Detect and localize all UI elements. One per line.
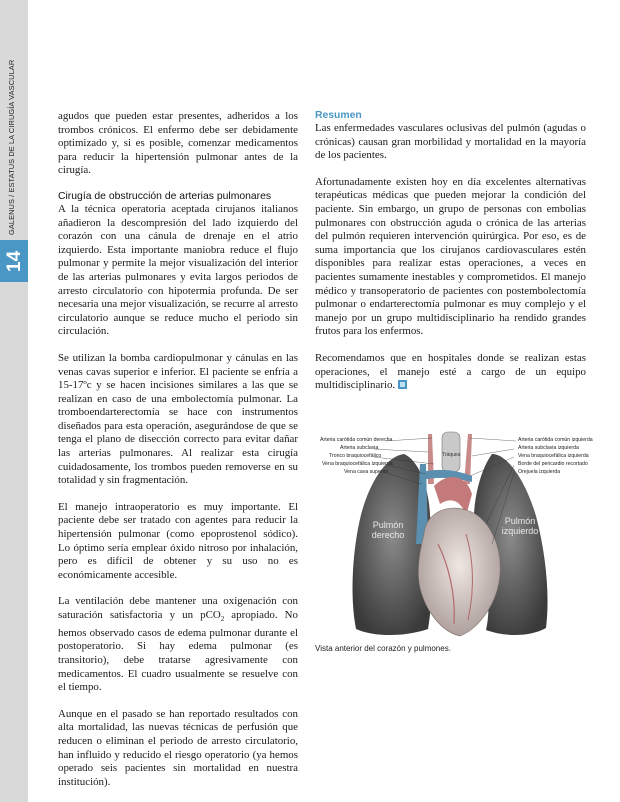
figure-label: Arteria carótida común izquierda <box>518 437 593 443</box>
paragraph-part: apropiado. No hemos observado casos de edema pulmonar durante el postoperatorio. Si hay edema pulmonar (es transitorio), debe tratarse agresivamente con medicamentos. El cuadro usualmente se resuelve con el tiempo. <box>58 609 298 694</box>
figure-label: Arteria subclavia izquierda <box>518 445 579 451</box>
paragraph: agudos que pueden estar presentes, adheridos a los trombos crónicos. El enfermo debe ser debidamente optimizado y, si es posible, comenzar medicamentos para reducir la hipertensión pulmonar antes de la cirugía. <box>58 110 298 177</box>
figure-label: Vena braquiocefálica izquierda <box>518 453 589 459</box>
paragraph-part: Recomendamos que en hospitales donde se realizan estas operaciones, el manejo esté a cargo de un equipo multidisciplinario. <box>315 351 586 392</box>
paragraph <box>58 595 298 694</box>
paragraph: Aunque en el pasado se han reportado resultados con alta mortalidad, las nuevas técnicas de perfusión que reducen o eliminan el periodo de arresto circulatorio, han influido y reducido el riesgo operatorio (ya hemos operado seis pacientes sin mortalidad en nuestra institución). <box>58 707 298 788</box>
running-head: GALENUS / ESTATUS DE LA CIRUGÍA VASCULAR <box>7 59 16 235</box>
figure-label: Vena braquiocefálica izquierda <box>322 461 393 467</box>
left-column <box>58 110 298 802</box>
figure-caption: Vista anterior del corazón y pulmones. <box>315 644 451 653</box>
paragraph: Las enfermedades vasculares oclusivas del pulmón (agudas o crónicas) causan gran morbilidad y mortalidad en la mayoría de los pacientes. <box>315 122 586 162</box>
figure-label: Tronco braquiocefálico <box>329 453 382 459</box>
figure-label: Orejuela izquierda <box>518 469 561 475</box>
paragraph: A la técnica operatoria aceptada cirujanos italianos añadieron la descompresión del lado izquierdo del corazón con una cánula de drenaje en el atrio izquierdo. Esta importante maniobra reduce el flujo pulmonar y permite la mejor visualización del interior de las arterias pulmonares y evita largos periodos de arresto circulatorio con hipotermia profunda. De ser necesaria una mejor visualización, se recurre al arresto circulatorio aunque se reduce mucho el periodo sin circulación. <box>58 202 298 338</box>
paragraph: Se utilizan la bomba cardiopulmonar y cánulas en las venas cavas superior e inferior. El paciente se enfría a 15-17ºc y se hacen incisiones similares a las que se realizan en caso de una embolectomía pulmonar. La tromboendarterectomía se hace con instrumentos diseñados para esta operación, asegurándose de que se tenga el plano de disección correcto para evitar dañar las arterias pulmonares. Al realizar esta cirugía cuidadosamente, los trombos pueden removerse en su totalidad y sin fragmentación. <box>58 351 298 487</box>
summary-heading: Resumen <box>315 110 362 121</box>
subscript: 2 <box>220 615 225 624</box>
end-of-article-icon <box>398 380 407 389</box>
heart-lungs-illustration <box>316 424 592 644</box>
section-heading: Cirugía de obstrucción de arterias pulmonares <box>58 190 272 202</box>
figure-label: Arteria subclavia <box>340 445 379 451</box>
trachea-label: Tráquea <box>442 452 461 458</box>
heart <box>418 508 500 636</box>
lung-label-right: Pulmón derecho <box>371 520 405 540</box>
page-number: 14 <box>4 250 25 272</box>
paragraph: El manejo intraoperatorio es muy importante. El paciente debe ser tratado con agentes para reducir la hipertensión pulmonar (como epoprostenol sódico). Lo óptimo sería emplear óxido nitroso por inhalación, pero es difícil de obtener y su uso no es económicamente accesible. <box>58 500 298 581</box>
figure-label: Vena cava superior <box>344 469 389 475</box>
paragraph: Afortunadamente existen hoy en día excelentes alternativas terapéuticas médicas que pueden mejorar la condición del paciente. Sin embargo, un grupo de personas con embolias pulmonares con obstrucción aguda o crónica de las arterias del pulmón requieren intervención quirúrgica. Por eso, es de suma importancia que los cirujanos cardiovasculares estén disponibles para realizar estas operaciones, a veces en pacientes sumamente inestables y comprometidos. El manejo médico y transoperatorio de pacientes con postembolectomía pulmonar o endarterectomía pulmonar es muy complejo y el manejo por un grupo multidisciplinario ha rendido grandes frutos para los enfermos. <box>315 175 586 338</box>
paragraph <box>315 352 586 393</box>
figure-label: Borde del pericardio recortado <box>518 461 588 467</box>
figure-label: Arteria carótida común derecha <box>320 437 393 443</box>
paragraph-part: La ventilación debe mantener una oxigenación con saturación satisfactoria y un pCO <box>58 595 298 621</box>
lung-label-left: Pulmón izquierdo <box>501 516 539 536</box>
right-column <box>315 110 586 406</box>
